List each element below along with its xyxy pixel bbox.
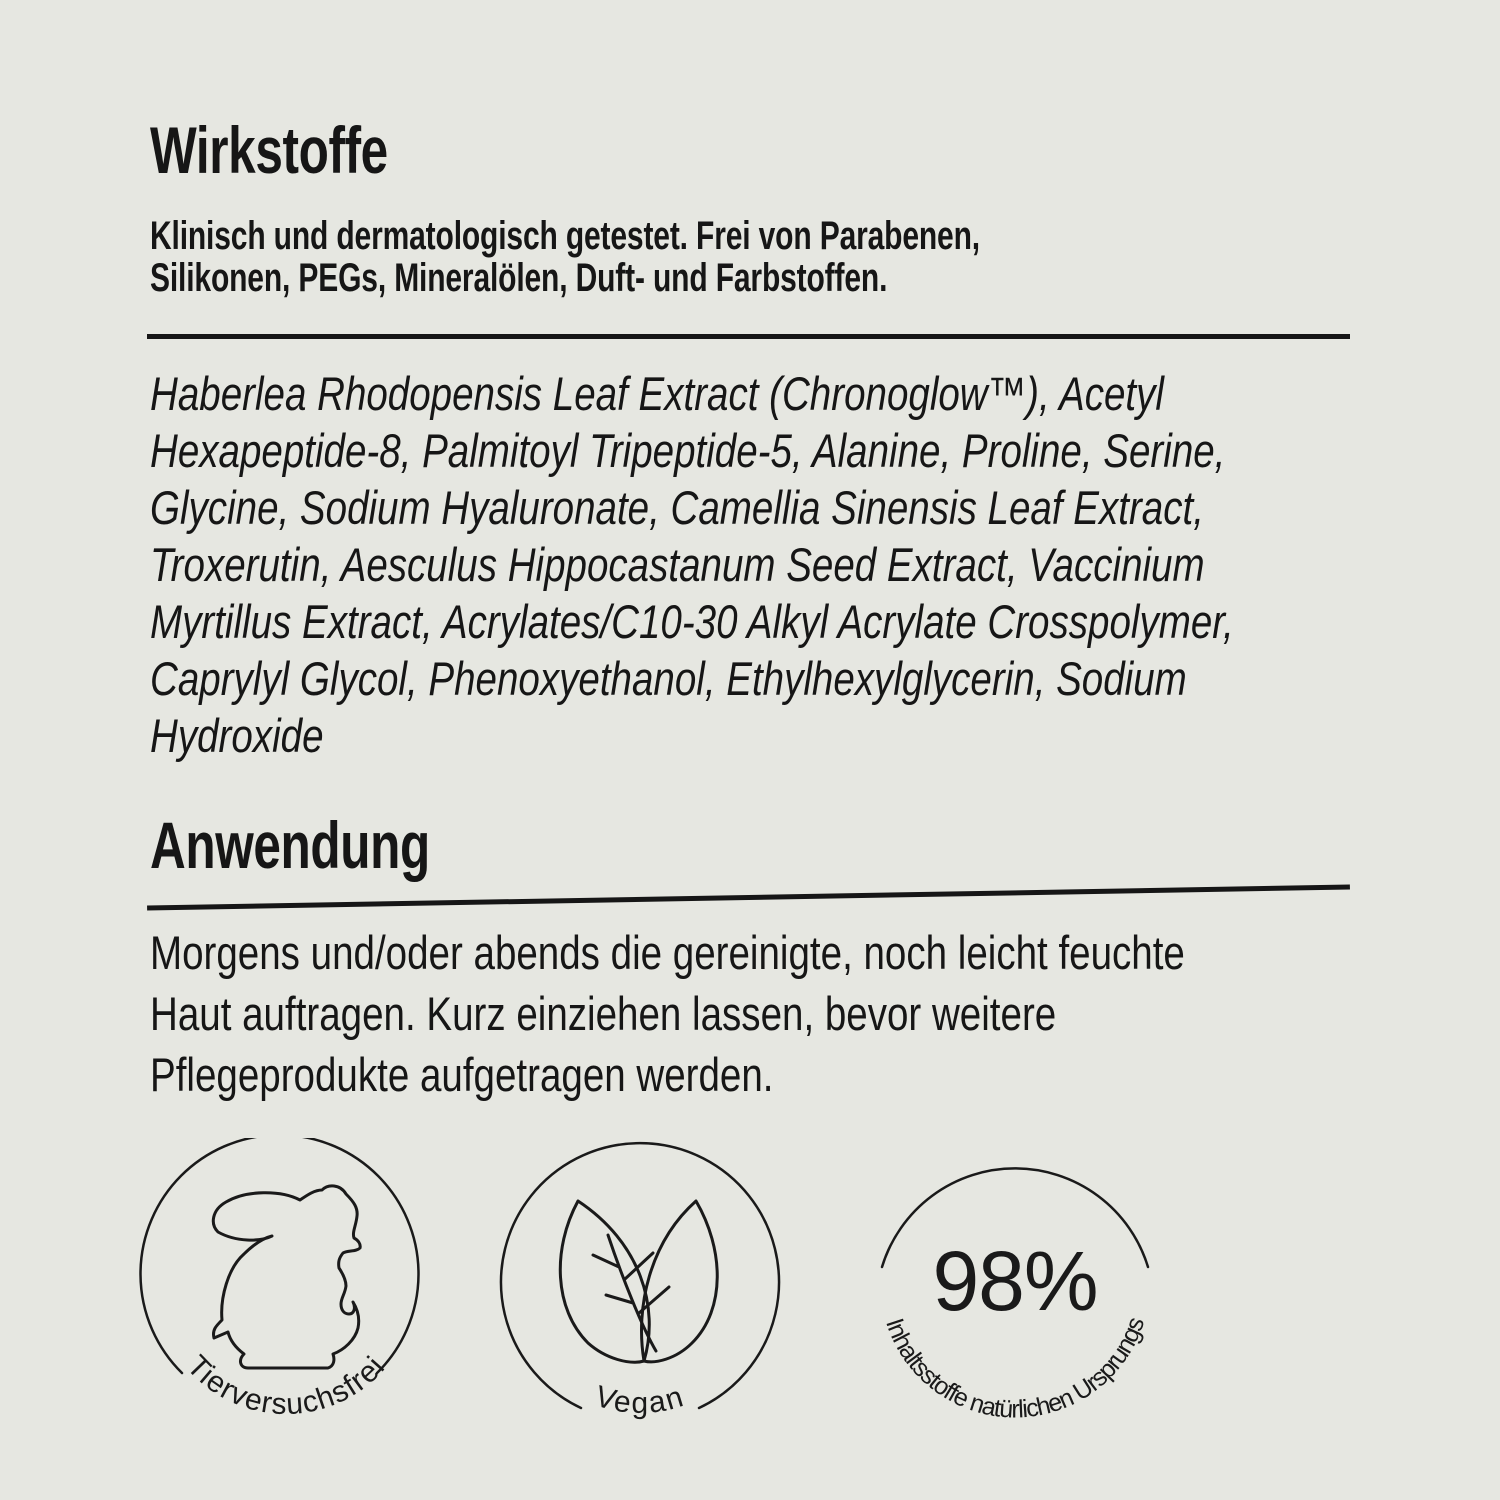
application-instructions bbox=[150, 922, 1412, 1105]
ingredients-line: Hydroxide bbox=[150, 709, 324, 762]
rabbit-icon bbox=[136, 1138, 436, 1448]
intro-line: Klinisch und dermatologisch getestet. Frei von Parabenen, bbox=[150, 214, 980, 258]
badge-vegan bbox=[490, 1137, 790, 1447]
ingredients-list bbox=[150, 365, 1472, 764]
ingredients-line: Hexapeptide-8, Palmitoyl Tripeptide-5, Alanine, Proline, Serine, bbox=[150, 424, 1226, 477]
ingredients-line: Troxerutin, Aesculus Hippocastanum Seed Extract, Vaccinium bbox=[150, 538, 1205, 591]
percent-value: 98% bbox=[932, 1234, 1098, 1328]
badge-label-curved: Vegan bbox=[591, 1379, 689, 1421]
badge-label-curved: Inhaltsstoffe natürlichen Ursprungs bbox=[880, 1314, 1150, 1424]
ingredients-line: Glycine, Sodium Hyaluronate, Camellia Sinensis Leaf Extract, bbox=[150, 481, 1204, 534]
badge-cruelty-free bbox=[136, 1138, 436, 1448]
application-line: Morgens und/oder abends die gereinigte, noch leicht feuchte bbox=[150, 926, 1185, 979]
percent-badge-icon bbox=[865, 1138, 1165, 1448]
badge-natural-origin bbox=[865, 1138, 1165, 1448]
application-line: Pflegeprodukte aufgetragen werden. bbox=[150, 1048, 774, 1101]
leaves-icon bbox=[490, 1137, 790, 1447]
intro-line: Silikonen, PEGs, Mineralölen, Duft- und Farbstoffen. bbox=[150, 256, 888, 300]
application-line: Haut auftragen. Kurz einziehen lassen, bevor weitere bbox=[150, 987, 1057, 1040]
ingredients-line: Haberlea Rhodopensis Leaf Extract (Chronoglow™), Acetyl bbox=[150, 367, 1164, 420]
ingredients-line: Caprylyl Glycol, Phenoxyethanol, Ethylhexylglycerin, Sodium bbox=[150, 652, 1187, 705]
ingredients-line: Myrtillus Extract, Acrylates/C10-30 Alkyl Acrylate Crosspolymer, bbox=[150, 595, 1234, 648]
badge-label-curved: Tierversuchsfrei bbox=[180, 1349, 392, 1422]
wirkstoffe-intro bbox=[150, 215, 1257, 299]
wirkstoffe-divider bbox=[147, 334, 1350, 339]
anwendung-heading: Anwendung bbox=[150, 808, 430, 882]
wirkstoffe-heading: Wirkstoffe bbox=[150, 113, 388, 187]
anwendung-divider-slanted bbox=[147, 885, 1350, 911]
